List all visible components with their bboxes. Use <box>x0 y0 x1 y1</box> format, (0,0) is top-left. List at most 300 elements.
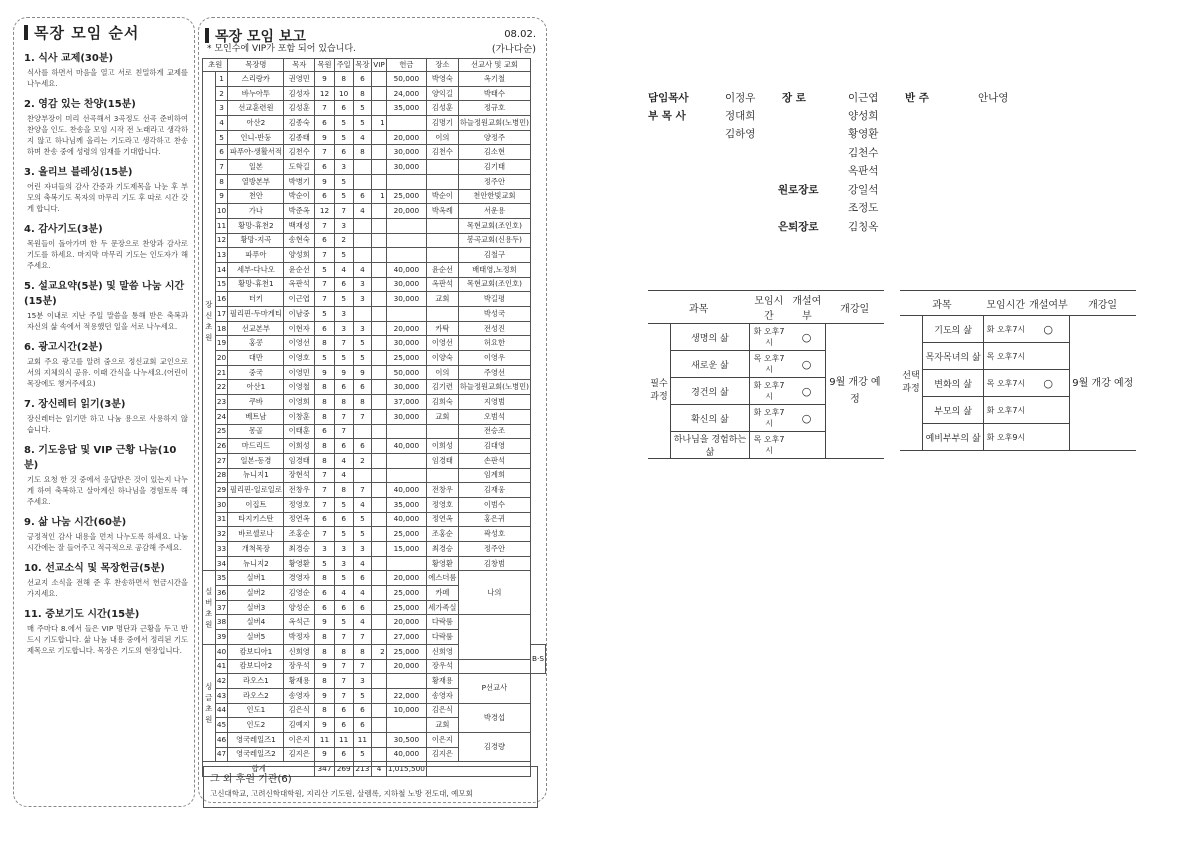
course-name: 경건의 삶 <box>671 378 750 405</box>
report-cell: 이창훈 <box>284 409 315 424</box>
report-cell: 김지은 <box>284 747 315 762</box>
report-cell: 5 <box>353 336 372 351</box>
report-cell: 송영자 <box>284 688 315 703</box>
report-cell <box>426 160 458 175</box>
report-cell: 9 <box>315 130 335 145</box>
report-cell: 이영호 <box>284 351 315 366</box>
report-cell: 3 <box>215 101 228 116</box>
report-cell: 베트남 <box>228 409 284 424</box>
report-cell <box>372 72 387 87</box>
report-cell: 30,500 <box>386 732 426 747</box>
report-cell: 김영순 <box>284 586 315 601</box>
report-cell: 25 <box>215 424 228 439</box>
meeting-report-panel <box>198 17 547 803</box>
report-cell: 실버3 <box>228 600 284 615</box>
report-cell: 30,000 <box>386 145 426 160</box>
report-cell: 대만 <box>228 351 284 366</box>
report-cell: 황영환 <box>426 556 458 571</box>
report-cell: 1 <box>215 72 228 87</box>
table-row <box>203 424 546 439</box>
emeritus-elder-1: 강일석 <box>848 184 879 196</box>
report-cell: 44 <box>215 703 228 718</box>
report-cell: 최경승 <box>284 542 315 557</box>
course-open-mark: ○ <box>788 324 825 351</box>
report-cell: 봉곡교회(신용두) <box>458 233 530 248</box>
report-cell: 2 <box>334 233 353 248</box>
course-name: 기도의 삶 <box>923 316 984 343</box>
report-cell: 라오스1 <box>228 674 284 689</box>
report-cell: 2 <box>215 86 228 101</box>
report-cell: 6 <box>334 718 353 733</box>
report-cell <box>372 101 387 116</box>
report-cell: 전승조 <box>458 424 530 439</box>
total-mokjang: 213 <box>353 762 372 777</box>
report-cell: 정영호 <box>426 497 458 512</box>
report-cell <box>372 571 387 586</box>
report-cell <box>426 218 458 233</box>
report-cell: 배태영,노정희 <box>458 262 530 277</box>
report-col-header: 목장명 <box>228 59 284 72</box>
report-cell: 박태수 <box>458 86 530 101</box>
report-cell <box>426 468 458 483</box>
assoc-pastor-label: 부 목 사 <box>648 110 686 122</box>
report-col-header: 장소 <box>426 59 458 72</box>
order-section <box>24 395 188 435</box>
course-time: 화 오후9시 <box>984 424 1028 451</box>
report-cell <box>372 130 387 145</box>
report-cell: 목현교회(조인호) <box>458 218 530 233</box>
report-order-note: (가나다순) <box>491 44 536 55</box>
report-cell <box>372 630 387 645</box>
report-cell: 8 <box>315 674 335 689</box>
report-cell: 황망-휴천1 <box>228 277 284 292</box>
report-cell: 24,000 <box>386 86 426 101</box>
report-cell: 8 <box>315 336 335 351</box>
report-cell <box>372 542 387 557</box>
report-cell: 김재웅 <box>458 483 530 498</box>
report-cell: 50,000 <box>386 72 426 87</box>
assoc-pastor-1: 정대희 <box>725 110 756 122</box>
report-cell: 카페 <box>426 586 458 601</box>
report-cell: 35,000 <box>386 101 426 116</box>
report-cell: 이영우 <box>458 351 530 366</box>
report-cell: 8 <box>315 644 335 659</box>
report-cell: 25,000 <box>386 586 426 601</box>
order-section-heading: 9. 삶 나눔 시간(60분) <box>24 517 127 528</box>
report-cell <box>372 292 387 307</box>
report-cell: 7 <box>315 468 335 483</box>
table-row <box>203 659 546 674</box>
elder-2: 양성희 <box>848 110 879 122</box>
report-cell: 20,000 <box>386 571 426 586</box>
report-cell: 전창우 <box>284 483 315 498</box>
group-label: 싱글초원 <box>203 644 216 762</box>
report-cell: 20,000 <box>386 659 426 674</box>
report-cell: 5 <box>315 351 335 366</box>
report-cell: 8 <box>334 483 353 498</box>
report-cell <box>372 718 387 733</box>
report-cell <box>372 483 387 498</box>
report-cell: 뉴니지2 <box>228 556 284 571</box>
report-cell: 4 <box>353 262 372 277</box>
order-section-heading: 5. 설교요약(5분) 및 말씀 나눔 시간(15분) <box>24 281 185 307</box>
report-cell: 김예지 <box>284 718 315 733</box>
table-row <box>203 189 546 204</box>
course-open-mark <box>1028 397 1069 424</box>
report-col-header: VIP <box>372 59 387 72</box>
order-title: 목장 모임 순서 <box>24 22 194 43</box>
report-cell <box>372 586 387 601</box>
table-row <box>203 204 546 219</box>
report-cell: 6 <box>315 189 335 204</box>
report-cell: 5 <box>334 615 353 630</box>
report-cell: 아산1 <box>228 380 284 395</box>
report-cell: 45 <box>215 718 228 733</box>
report-cell: 25,000 <box>386 351 426 366</box>
report-cell: 열방본부 <box>228 174 284 189</box>
course-name: 하나님을 경험하는 삶 <box>671 432 750 459</box>
report-cell: 7 <box>353 409 372 424</box>
report-cell: 신희영 <box>284 644 315 659</box>
course-open-mark <box>1028 343 1069 370</box>
course-open-mark: ○ <box>1028 370 1069 397</box>
report-cell: 4 <box>353 497 372 512</box>
report-cell <box>386 468 426 483</box>
report-cell: 4 <box>353 615 372 630</box>
report-cell <box>372 409 387 424</box>
report-cell: 8 <box>215 174 228 189</box>
table-row <box>203 732 546 747</box>
report-cell: 인도1 <box>228 703 284 718</box>
table-row <box>203 439 546 454</box>
report-cell: 서운용 <box>458 204 530 219</box>
report-cell: 임경태 <box>284 453 315 468</box>
report-cell: 3 <box>334 321 353 336</box>
table-row <box>203 160 546 175</box>
report-cell <box>372 439 387 454</box>
report-cell <box>353 233 372 248</box>
report-cell <box>386 718 426 733</box>
report-cell: 윤순선 <box>426 262 458 277</box>
report-cell: 5 <box>353 527 372 542</box>
order-section-body: 찬양부장이 미리 선곡해서 3곡정도 선곡 준비하여 찬양을 인도. 찬송을 모임 시작 전 노래라고 생각하지 않고 하나님께 올리는 기도라고 생각하고 찬송하며 찬송 중에 성령의 임재를 기대합니다. <box>27 114 188 156</box>
report-cell: 백재성 <box>284 218 315 233</box>
report-cell: 34 <box>215 556 228 571</box>
report-cell: 교회 <box>426 292 458 307</box>
report-cell: 6 <box>334 145 353 160</box>
report-cell: 7 <box>315 101 335 116</box>
report-cell: 양성희 <box>284 248 315 263</box>
report-cell: 이영선 <box>284 336 315 351</box>
course-time: 화 오후7시 <box>984 316 1028 343</box>
report-cell: 선교훈련원 <box>228 101 284 116</box>
report-cell: 박병기 <box>284 174 315 189</box>
table-row <box>203 86 546 101</box>
report-cell: 7 <box>315 145 335 160</box>
report-cell: 46 <box>215 732 228 747</box>
table-row <box>203 380 546 395</box>
report-cell: 35 <box>215 571 228 586</box>
report-cell <box>426 307 458 322</box>
report-cell: 임계희 <box>458 468 530 483</box>
report-cell: 지영범 <box>458 395 530 410</box>
report-cell: 오범석 <box>458 409 530 424</box>
report-cell <box>386 218 426 233</box>
report-cell: 7 <box>334 409 353 424</box>
report-cell: 김은식 <box>284 703 315 718</box>
report-cell: 천안한빛교회 <box>458 189 530 204</box>
report-cell: 4 <box>334 453 353 468</box>
order-section-body: 15분 이내로 지난 주일 말씀을 통해 받은 축복과 자신의 삶 속에서 적용했던 일을 서로 나누세요. <box>27 311 188 331</box>
report-cell: 39 <box>215 630 228 645</box>
report-cell: 10 <box>334 86 353 101</box>
course-header-cell: 개설여부 <box>788 291 825 324</box>
report-cell <box>372 527 387 542</box>
report-cell: 김은식 <box>426 703 458 718</box>
report-cell: 38 <box>215 615 228 630</box>
report-cell: 40,000 <box>386 439 426 454</box>
report-cell: 곽성호 <box>458 527 530 542</box>
table-row <box>203 233 546 248</box>
report-cell <box>353 248 372 263</box>
report-cell: 9 <box>334 365 353 380</box>
report-cell: 5 <box>334 497 353 512</box>
report-cell: 30,000 <box>386 336 426 351</box>
report-cell: 4 <box>215 116 228 131</box>
report-cell: 전창우 <box>426 483 458 498</box>
report-cell: 40,000 <box>386 262 426 277</box>
report-cell: 신희영 <box>426 644 458 659</box>
report-cell: 카탁 <box>426 321 458 336</box>
report-cell: 이집트 <box>228 497 284 512</box>
report-cell: 정주안 <box>458 174 530 189</box>
course-header-cell: 과목 <box>648 291 749 324</box>
order-section <box>24 559 188 599</box>
report-cell: 박정자 <box>284 630 315 645</box>
report-cell: 이의 <box>426 130 458 145</box>
report-cell: 이희성 <box>426 439 458 454</box>
report-cell: 정연옥 <box>284 512 315 527</box>
report-cell: 5 <box>334 248 353 263</box>
report-cell: 홍콩 <box>228 336 284 351</box>
order-section-heading: 2. 영감 있는 찬양(15분) <box>24 99 136 110</box>
elder-5: 옥판석 <box>848 165 879 177</box>
order-section-body: 교회 주요 광고를 알려 줌으로 정신교회 교인으로서의 지체의식 공유. 이때 간식을 나누세요.(어린이 목장에도 챙겨주세요) <box>27 357 188 388</box>
table-row <box>203 116 546 131</box>
report-cell: 35,000 <box>386 497 426 512</box>
report-cell: 37,000 <box>386 395 426 410</box>
report-cell <box>386 453 426 468</box>
report-cell: 7 <box>334 204 353 219</box>
course-header-cell: 개설여부 <box>1028 291 1069 316</box>
course-open-mark: ○ <box>788 405 825 432</box>
report-cell: 30,000 <box>386 409 426 424</box>
elective-course-table <box>900 290 1136 451</box>
course-open-mark <box>1028 424 1069 451</box>
report-cell: 7 <box>353 659 372 674</box>
report-cell: 황망-휴천2 <box>228 218 284 233</box>
report-cell: 30,000 <box>386 292 426 307</box>
report-cell: 최경승 <box>426 542 458 557</box>
report-cell: 양성순 <box>284 600 315 615</box>
table-row <box>203 130 546 145</box>
course-time: 화 오후7시 <box>984 397 1028 424</box>
report-cell: 아산2 <box>228 116 284 131</box>
report-cell: 6 <box>334 600 353 615</box>
order-section <box>24 513 188 553</box>
report-cell <box>372 703 387 718</box>
report-cell: 8 <box>353 86 372 101</box>
report-cell: 윤순선 <box>284 262 315 277</box>
report-cell: 8 <box>334 395 353 410</box>
report-cell <box>426 233 458 248</box>
report-cell: 50,000 <box>386 365 426 380</box>
report-cell: B·S <box>531 644 546 673</box>
report-cell <box>372 615 387 630</box>
report-cell: 손판석 <box>458 453 530 468</box>
report-cell: 5 <box>353 512 372 527</box>
course-name: 목자목녀의 삶 <box>923 343 984 370</box>
report-cell: 30,000 <box>386 380 426 395</box>
report-cell: 25,000 <box>386 644 426 659</box>
elder-4: 김천수 <box>848 147 879 159</box>
course-open-mark <box>788 432 825 459</box>
order-section-body: 선교지 소식을 전해 준 후 찬송하면서 헌금시간을 가지세요. <box>27 578 188 598</box>
report-cell: 4 <box>353 130 372 145</box>
report-cell: 송영자 <box>426 688 458 703</box>
report-cell <box>372 747 387 762</box>
report-cell: 세부-다나오 <box>228 262 284 277</box>
report-cell: 실버2 <box>228 586 284 601</box>
report-cell: 이은지 <box>426 732 458 747</box>
table-row <box>203 468 546 483</box>
course-time: 화 오후7시 <box>749 405 788 432</box>
report-cell: 40 <box>215 644 228 659</box>
report-cell: 5 <box>334 351 353 366</box>
report-cell: 박순이 <box>284 189 315 204</box>
table-row <box>203 483 546 498</box>
report-cell: 옥기철 <box>458 72 530 87</box>
order-section-heading: 7. 장신레터 읽기(3분) <box>24 399 126 410</box>
report-cell: 6 <box>353 189 372 204</box>
report-cell: 김희숙 <box>426 395 458 410</box>
course-time: 화 오후7시 <box>749 378 788 405</box>
table-row <box>203 248 546 263</box>
group-label: 장신초원 <box>203 72 216 571</box>
report-cell: 5 <box>353 688 372 703</box>
accompanist-label: 반 주 <box>905 92 929 104</box>
table-row <box>203 262 546 277</box>
report-cell: 김창범 <box>458 556 530 571</box>
report-cell <box>372 497 387 512</box>
report-cell <box>372 204 387 219</box>
report-cell <box>386 556 426 571</box>
report-cell: 21 <box>215 365 228 380</box>
report-cell: 6 <box>334 277 353 292</box>
report-cell: 6 <box>353 718 372 733</box>
report-cell: 필리핀-두마게티 <box>228 307 284 322</box>
report-cell: 3 <box>353 277 372 292</box>
report-cell: 5 <box>315 556 335 571</box>
report-cell: 40,000 <box>386 512 426 527</box>
report-cell: 라오스2 <box>228 688 284 703</box>
report-cell: 25,000 <box>386 527 426 542</box>
report-cell: 7 <box>315 292 335 307</box>
emeritus-elder-label: 원로장로 <box>778 184 819 196</box>
course-header-row <box>900 291 1136 316</box>
report-cell: 박길평 <box>458 292 530 307</box>
report-cell: 옥판석 <box>284 277 315 292</box>
report-cell: 5 <box>334 527 353 542</box>
report-cell: 6 <box>334 101 353 116</box>
report-cell: 23 <box>215 395 228 410</box>
report-cell <box>386 248 426 263</box>
report-cell: 다락룸 <box>426 615 458 630</box>
order-section <box>24 441 188 507</box>
report-cell <box>372 424 387 439</box>
table-row <box>203 395 546 410</box>
report-cell <box>372 468 387 483</box>
table-row <box>203 321 546 336</box>
title-bar <box>24 25 28 40</box>
report-cell: 정연옥 <box>426 512 458 527</box>
report-cell <box>372 351 387 366</box>
report-cell: 양익길 <box>426 86 458 101</box>
course-header-cell: 개강일 <box>825 291 884 324</box>
report-cell: 8 <box>334 72 353 87</box>
report-cell <box>372 218 387 233</box>
report-cell: 4 <box>334 586 353 601</box>
report-cell: 26 <box>215 439 228 454</box>
report-cell: 7 <box>315 497 335 512</box>
order-sections <box>14 49 194 656</box>
report-cell: 8 <box>315 409 335 424</box>
table-row <box>203 571 546 586</box>
report-cell: 영국레일즈1 <box>228 732 284 747</box>
report-cell: 7 <box>315 218 335 233</box>
report-cell <box>372 233 387 248</box>
table-row <box>203 365 546 380</box>
report-cell: 9 <box>315 688 335 703</box>
report-cell: 7 <box>353 483 372 498</box>
order-section <box>24 605 188 656</box>
table-row <box>203 351 546 366</box>
report-cell: 5 <box>315 307 335 322</box>
report-cell: 김지은 <box>426 747 458 762</box>
report-cell: 캄보디아1 <box>228 644 284 659</box>
report-cell: 인니-반둥 <box>228 130 284 145</box>
report-cell: 바누아투 <box>228 86 284 101</box>
report-cell: 3 <box>353 674 372 689</box>
order-section-heading: 1. 식사 교제(30분) <box>24 53 114 64</box>
report-cell: 7 <box>315 248 335 263</box>
report-cell: 5 <box>353 351 372 366</box>
report-cell: 31 <box>215 512 228 527</box>
report-cell: 9 <box>315 747 335 762</box>
report-cell: 12 <box>315 204 335 219</box>
total-sunday: 269 <box>334 762 353 777</box>
report-cell: 이태훈 <box>284 424 315 439</box>
report-cell: 박옥례 <box>426 204 458 219</box>
report-cell: 6 <box>353 600 372 615</box>
report-cell <box>353 424 372 439</box>
course-category: 필수과정 <box>648 324 671 459</box>
report-cell: 6 <box>353 380 372 395</box>
report-cell: 박영숙 <box>426 72 458 87</box>
course-header-cell: 모임시간 <box>984 291 1028 316</box>
report-cell: 임경태 <box>426 453 458 468</box>
support-body: 고신대학교, 고려신학대학원, 지리산 기도원, 살렘록, 지하철 노방 전도대, 예모회 <box>210 789 473 798</box>
